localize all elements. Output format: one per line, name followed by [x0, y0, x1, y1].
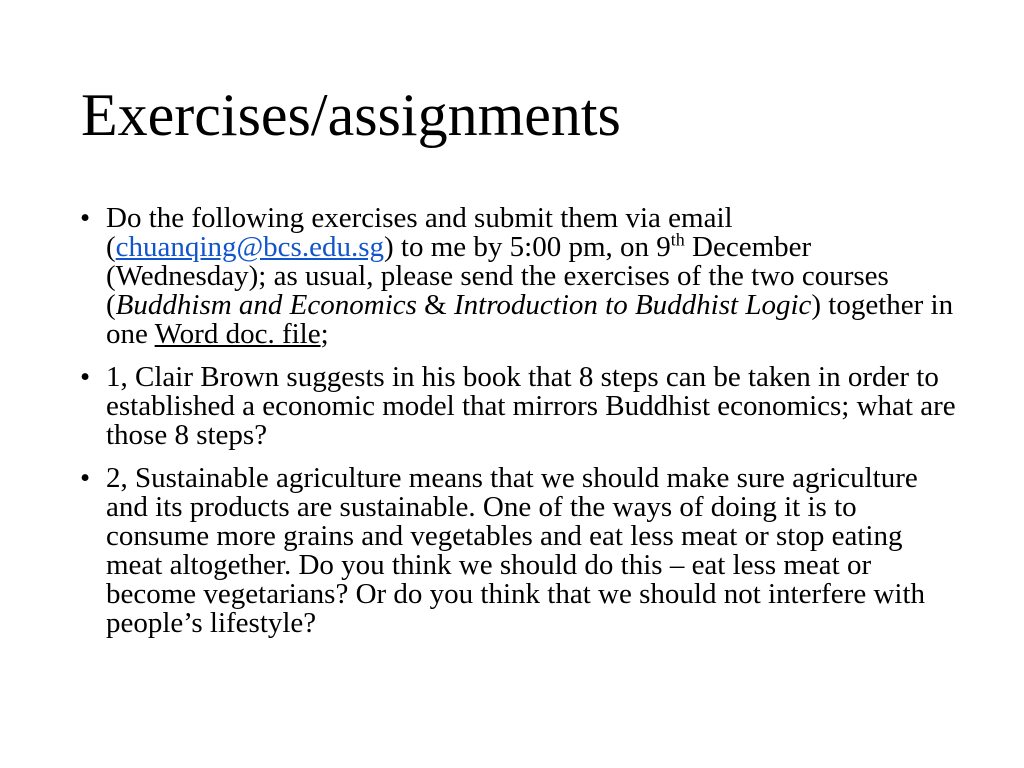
course-name: Introduction to Buddhist Logic — [453, 289, 812, 321]
bullet-icon: • — [80, 462, 91, 494]
bullet-icon: • — [80, 202, 91, 234]
text: December (Wednesday); as usual, please send the exercises of the two courses ( — [106, 231, 889, 321]
text: Do the following exercises and submit them via email ( — [106, 202, 733, 263]
underlined-text: Word doc. file — [154, 318, 321, 350]
list-item — [80, 464, 960, 638]
text: 1, Clair Brown suggests in his book that 8 steps can be taken in order to established a economic model that mirrors Buddhist economics; what are those 8 steps? — [106, 361, 956, 451]
course-name: Buddhism and Economics — [115, 289, 417, 321]
bullet-icon: • — [80, 361, 91, 393]
list-item — [80, 363, 960, 450]
bullet-list — [80, 204, 960, 652]
text: & — [416, 289, 454, 321]
text: ) to me by 5:00 pm, on 9 — [384, 231, 671, 263]
list-item — [80, 204, 960, 349]
text: ; — [320, 318, 329, 350]
text: 2, Sustainable agriculture means that we should make sure agriculture and its products are sustainable. One of the ways of doing it is to consume more grains and vegetables and eat less meat or stop eating meat altogether. Do you think we should do this – eat less meat or become vegetarians? Or do you think that we should not interfere with people’s lifestyle? — [106, 462, 926, 639]
superscript: th — [670, 229, 685, 250]
slide-title: Exercises/assignments — [81, 82, 621, 148]
text: ) together in one — [106, 289, 954, 350]
email-link[interactable]: chuanqing@bcs.edu.sg — [115, 231, 384, 263]
